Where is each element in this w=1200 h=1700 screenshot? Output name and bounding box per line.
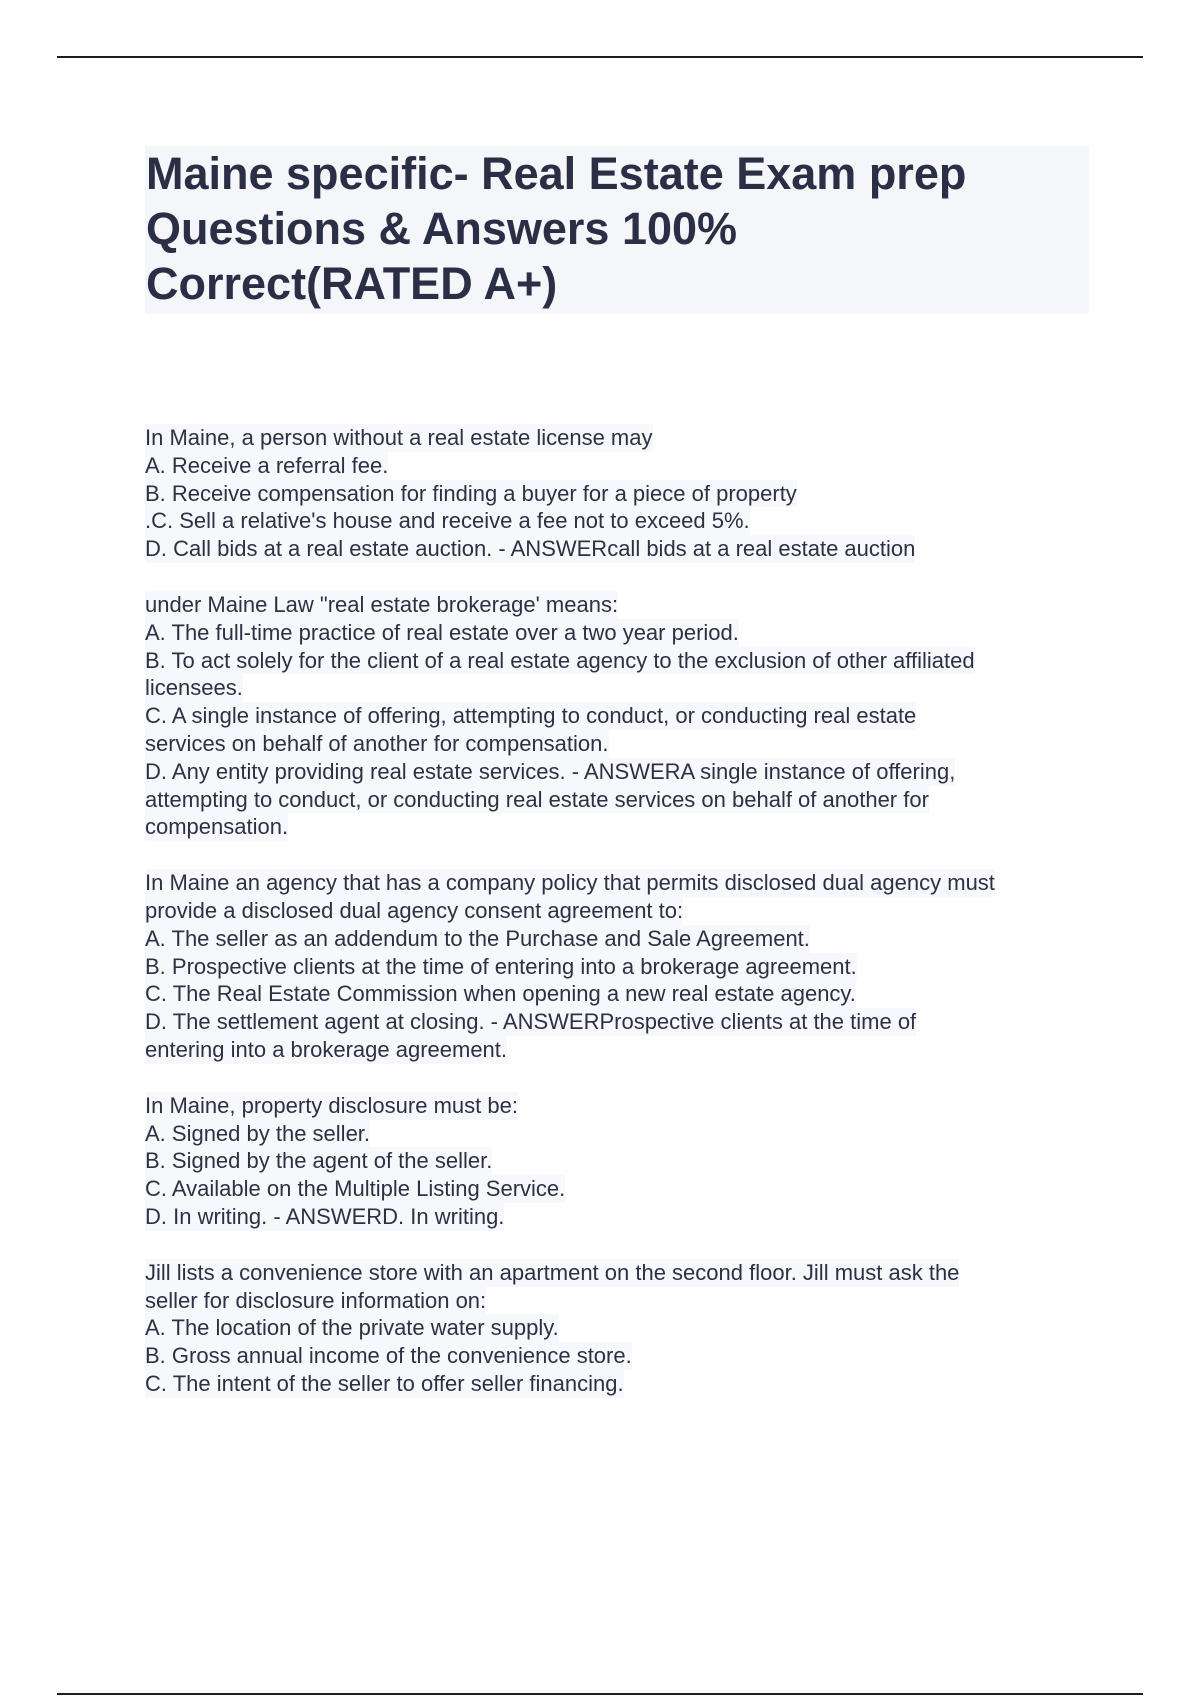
question-block-2	[145, 591, 1095, 841]
question-text: In Maine, property disclosure must be:	[145, 1092, 518, 1118]
option-a: A. Signed by the seller.	[145, 1120, 371, 1146]
title-line: Maine specific- Real Estate Exam prep	[146, 148, 967, 199]
option-c: C. The intent of the seller to offer seller financing.	[145, 1370, 624, 1396]
bottom-rule	[57, 1693, 1143, 1695]
question-block-1	[145, 424, 1095, 563]
answer-cont: compensation.	[145, 814, 289, 840]
option-b-cont: licensees.	[145, 675, 243, 701]
option-a: A. The full-time practice of real estate over a two year period.	[145, 619, 739, 645]
document-title	[146, 146, 1046, 311]
question-block-3	[145, 869, 1095, 1064]
option-a: A. Receive a referral fee.	[145, 452, 389, 478]
option-d-answer: D. Any entity providing real estate services. - ANSWERA single instance of offering,	[145, 758, 956, 784]
option-c: C. A single instance of offering, attempting to conduct, or conducting real estate	[145, 703, 917, 729]
option-d-answer: D. Call bids at a real estate auction. - ANSWERcall bids at a real estate auction	[145, 536, 916, 562]
question-text: In Maine an agency that has a company policy that permits disclosed dual agency must	[145, 870, 995, 896]
answer-cont: entering into a brokerage agreement.	[145, 1036, 508, 1062]
question-block-5	[145, 1259, 1095, 1398]
option-d-answer: D. In writing. - ANSWERD. In writing.	[145, 1203, 505, 1229]
answer-cont: attempting to conduct, or conducting real estate services on behalf of another for	[145, 786, 929, 812]
question-text: In Maine, a person without a real estate license may	[145, 425, 653, 450]
option-b: B. Receive compensation for finding a buyer for a piece of property	[145, 480, 797, 506]
title-line: Correct(RATED A+)	[146, 258, 558, 309]
option-c: C. The Real Estate Commission when opening a new real estate agency.	[145, 981, 856, 1007]
option-c-cont: services on behalf of another for compensation.	[145, 730, 609, 756]
title-line: Questions & Answers 100%	[146, 203, 738, 254]
question-text-cont: seller for disclosure information on:	[145, 1287, 487, 1313]
question-text-cont: provide a disclosed dual agency consent agreement to:	[145, 897, 684, 923]
question-block-4	[145, 1092, 1095, 1231]
question-text: under Maine Law "real estate brokerage' means:	[145, 591, 619, 617]
questions-content	[145, 424, 1095, 1426]
option-b: B. Signed by the agent of the seller.	[145, 1148, 493, 1174]
option-a: A. The location of the private water supply.	[145, 1315, 559, 1341]
option-c: .C. Sell a relative's house and receive a fee not to exceed 5%.	[145, 508, 750, 534]
question-text: Jill lists a convenience store with an apartment on the second floor. Jill must ask the	[145, 1259, 960, 1285]
option-d-answer: D. The settlement agent at closing. - ANSWERProspective clients at the time of	[145, 1009, 917, 1035]
option-a: A. The seller as an addendum to the Purchase and Sale Agreement.	[145, 925, 810, 951]
option-b: B. Gross annual income of the convenience store.	[145, 1343, 632, 1369]
option-b: B. To act solely for the client of a real estate agency to the exclusion of other affiliated	[145, 647, 975, 673]
option-b: B. Prospective clients at the time of entering into a brokerage agreement.	[145, 953, 857, 979]
option-c: C. Available on the Multiple Listing Service.	[145, 1176, 566, 1202]
top-rule	[57, 56, 1143, 58]
